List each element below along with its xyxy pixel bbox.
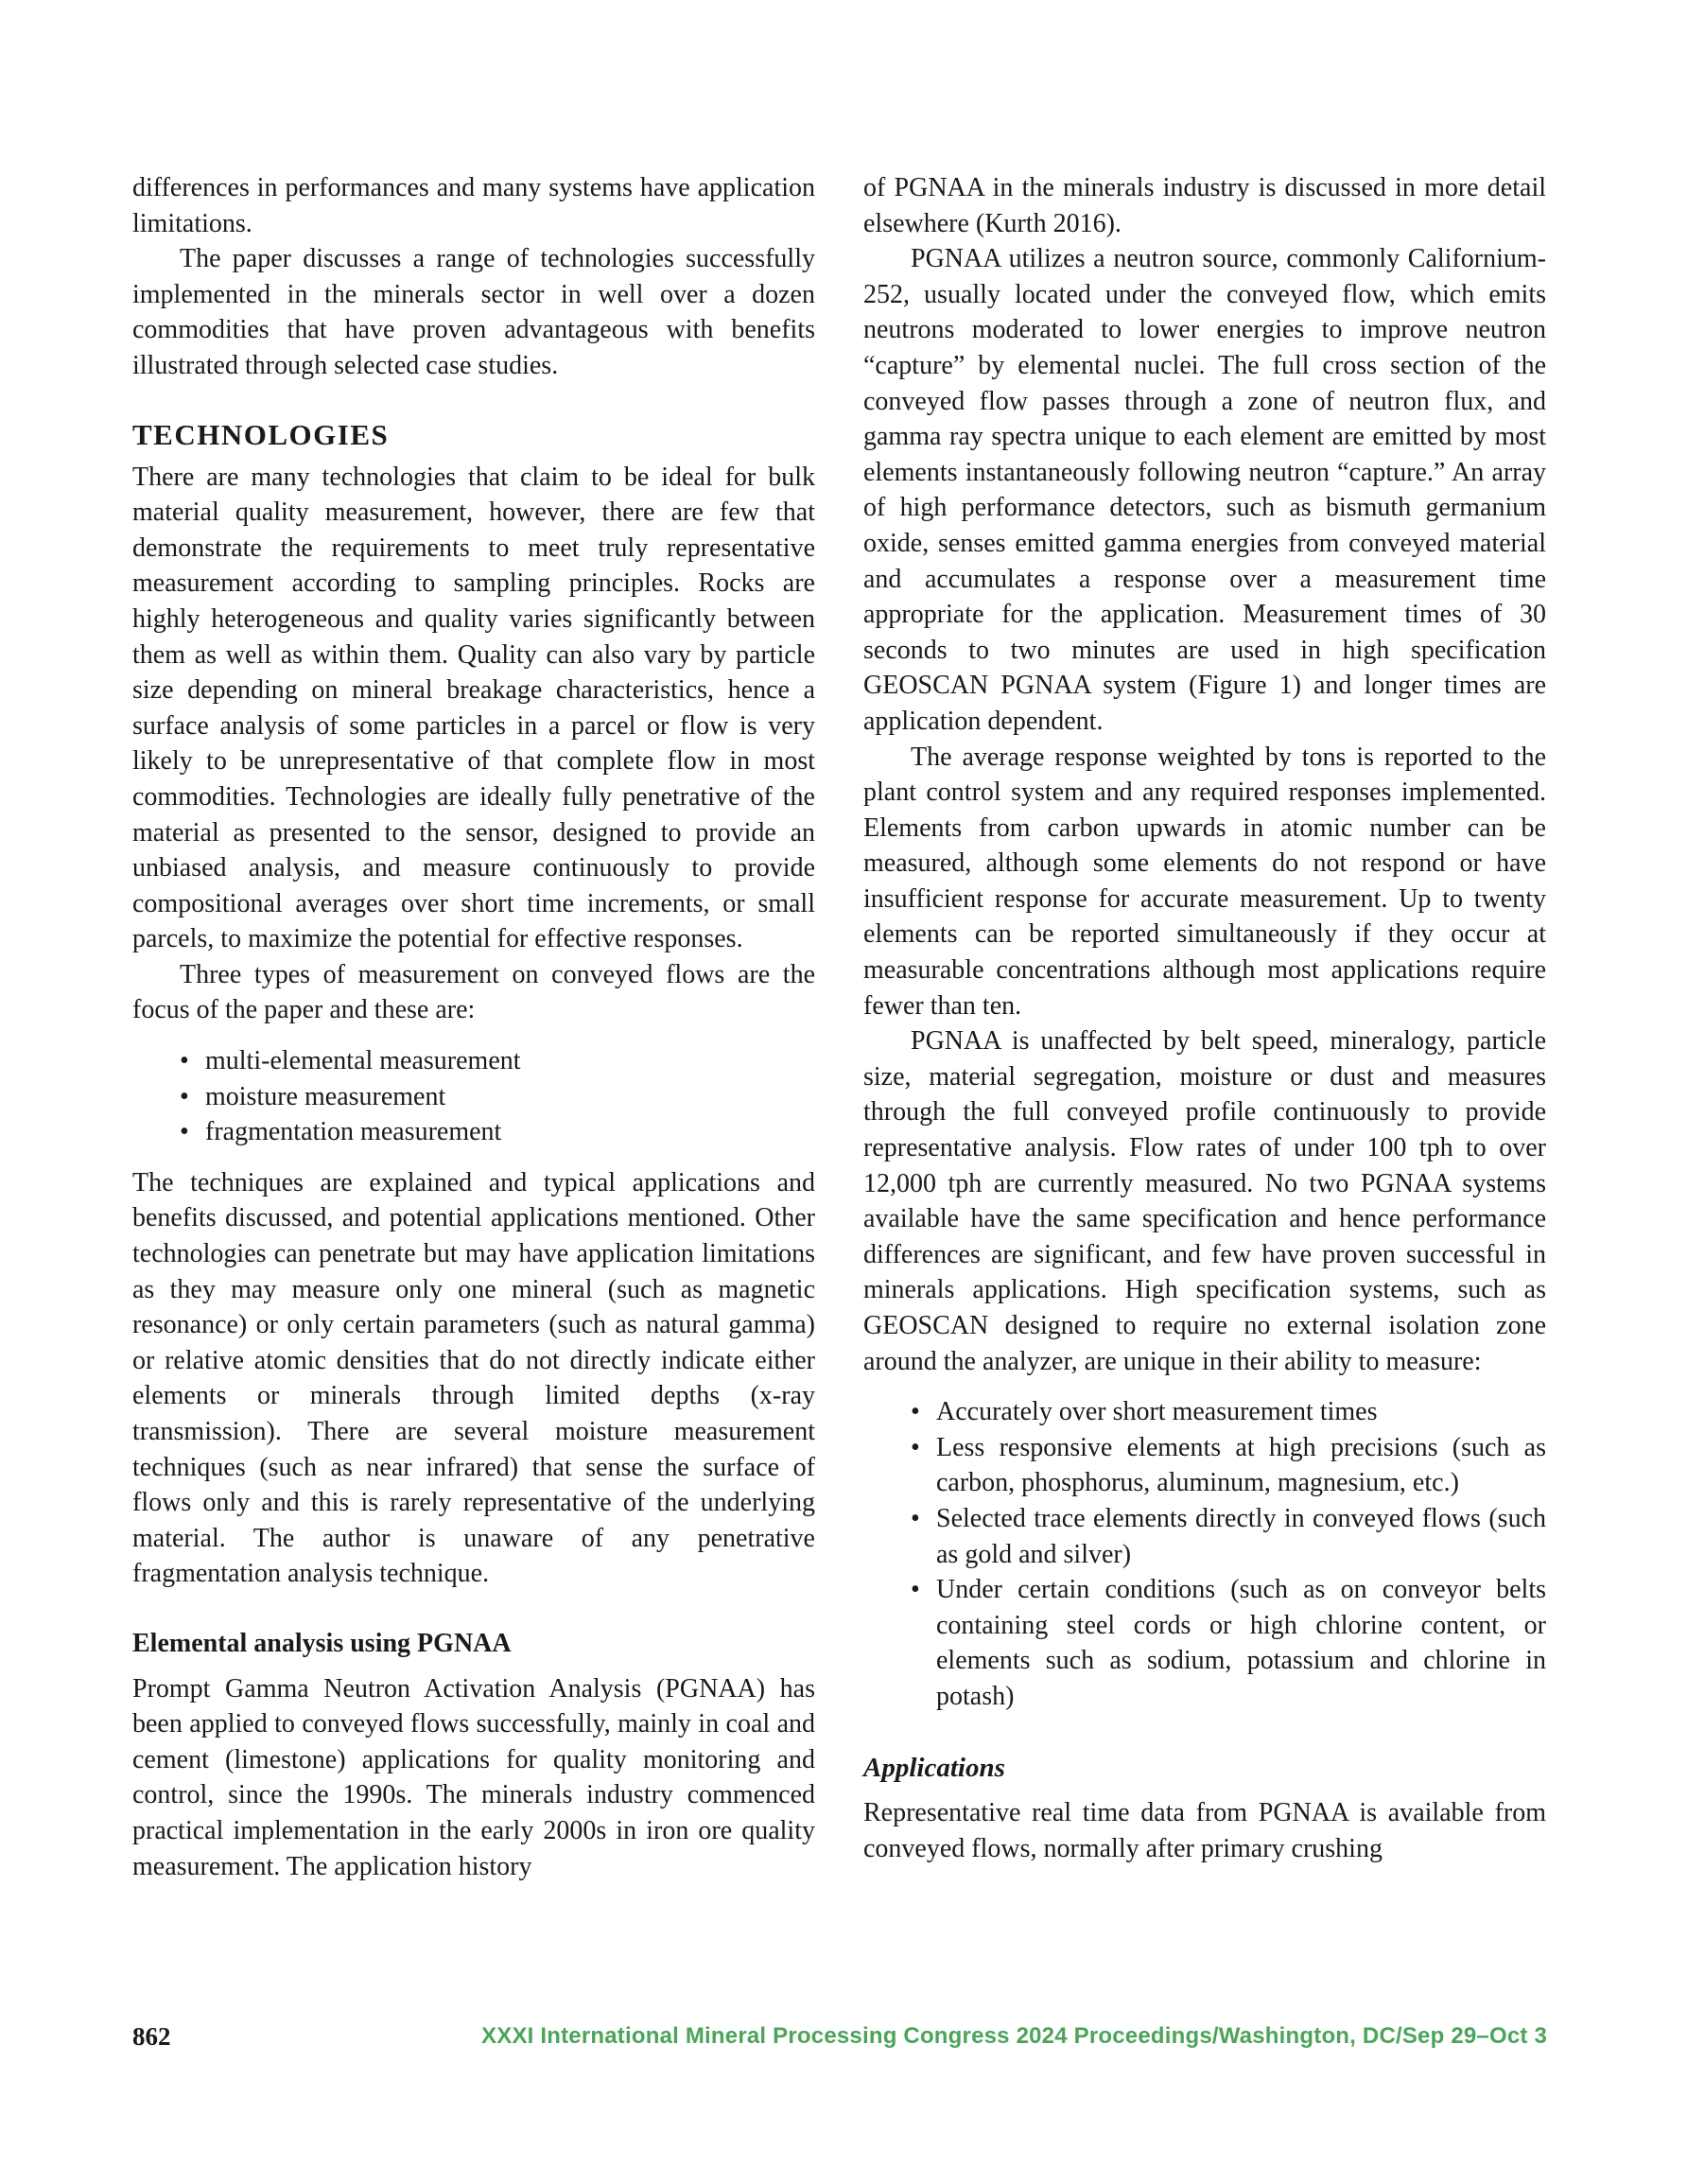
bullet-icon: • <box>911 1503 920 1533</box>
list-item-text: fragmentation measurement <box>205 1117 502 1147</box>
paragraph: PGNAA utilizes a neutron source, commonly Californium-252, usually located under the conveyed flow, which emits neutrons moderated to lower energies to improve neutron “capture” by elemental nuclei. The full cross section of the conveyed flow passes through a zone of neutron flux, and gamma ray spectra unique to each element are emitted by most elements instantaneously following neutron “capture.” An array of high performance detectors, such as bismuth germanium oxide, senses emitted gamma energies from conveyed material and accumulates a response over a measurement time appropriate for the application. Measurement times of 30 seconds to two minutes are used in high specification GEOSCAN PGNAA system (Figure 1) and longer times are application dependent. <box>863 244 1546 736</box>
list-item <box>863 1394 1546 1430</box>
list-item-text: Selected trace elements directly in conveyed flows (such as gold and silver) <box>936 1503 1546 1569</box>
list-item <box>132 1043 815 1079</box>
paragraph: of PGNAA in the minerals industry is discussed in more detail elsewhere (Kurth 2016). <box>863 173 1546 238</box>
bullet-icon: • <box>180 1046 189 1076</box>
paragraph: Representative real time data from PGNAA is available from conveyed flows, normally after primary crushing <box>863 1798 1546 1863</box>
bullet-list <box>132 1043 815 1150</box>
list-item-text: multi-elemental measurement <box>205 1046 521 1076</box>
list-item-text: Less responsive elements at high precisions (such as carbon, phosphorus, aluminum, magnesium, etc.) <box>936 1432 1546 1498</box>
list-item <box>863 1501 1546 1572</box>
subsection-heading: Elemental analysis using PGNAA <box>132 1628 512 1658</box>
section-heading: TECHNOLOGIES <box>132 417 390 451</box>
list-item-text: Under certain conditions (such as on conveyor belts containing steel cords or high chlorine content, or elements such as sodium, potassium and chlorine in potash) <box>936 1575 1546 1711</box>
list-item-text: Accurately over short measurement times <box>936 1397 1378 1427</box>
paragraph: The average response weighted by tons is reported to the plant control system and any required responses implemented. Elements from carbon upwards in atomic number can be measured, although some elements do not respond or have insufficient response for accurate measurement. Up to twenty elements can be reported simultaneously if they occur at measurable concentrations although most applications require fewer than ten. <box>863 742 1546 1021</box>
left-column <box>132 170 815 1884</box>
bullet-icon: • <box>911 1397 920 1427</box>
list-item <box>863 1430 1546 1501</box>
list-item <box>863 1572 1546 1714</box>
paragraph: differences in performances and many systems have application limitations. <box>132 173 815 238</box>
paragraph: Prompt Gamma Neutron Activation Analysis (PGNAA) has been applied to conveyed flows successfully, mainly in coal and cement (limestone) applications for quality monitoring and control, since the 1990s. The minerals industry commenced practical implementation in the early 2000s in iron ore quality measurement. The application history <box>132 1673 815 1881</box>
bullet-icon: • <box>911 1432 920 1462</box>
list-item <box>132 1114 815 1150</box>
paragraph: The techniques are explained and typical applications and benefits discussed, and potential applications mentioned. Other technologies can penetrate but may have application limitations as they may measure only one mineral (such as magnetic resonance) or only certain parameters (such as natural gamma) or relative atomic densities that do not directly indicate either elements or minerals through limited depths (x-ray transmission). There are several moisture measurement techniques (such as near infrared) that sense the surface of flows only and this is rarely representative of the underlying material. The author is unaware of any penetrative fragmentation analysis technique. <box>132 1167 815 1589</box>
bullet-icon: • <box>180 1117 189 1147</box>
paragraph: The paper discusses a range of technologies successfully implemented in the minerals sector in well over a dozen commodities that have proven advantageous with benefits illustrated through selected case studies. <box>132 244 815 380</box>
right-column <box>863 170 1546 1866</box>
paragraph: PGNAA is unaffected by belt speed, mineralogy, particle size, material segregation, moisture or dust and measures through the full conveyed profile continuously to provide representative analysis. Flow rates of under 100 tph to over 12,000 tph are currently measured. No two PGNAA systems available have the same specification and hence performance differences are significant, and few have proven successful in minerals applications. High specification systems, such as GEOSCAN designed to require no external isolation zone around the analyzer, are unique in their ability to measure: <box>863 1026 1546 1376</box>
bullet-icon: • <box>911 1575 920 1605</box>
paragraph: Three types of measurement on conveyed flows are the focus of the paper and these are: <box>132 959 815 1025</box>
bullet-icon: • <box>180 1081 189 1111</box>
list-item-text: moisture measurement <box>205 1081 446 1111</box>
paragraph: There are many technologies that claim to be ideal for bulk material quality measurement, however, there are few that demonstrate the requirements to meet truly representative measurement according to sampling principles. Rocks are highly heterogeneous and quality varies significantly between them as well as within them. Quality can also vary by particle size depending on mineral breakage characteristics, hence a surface analysis of some particles in a parcel or flow is very likely to be unrepresentative of that complete flow in most commodities. Technologies are ideally fully penetrative of the material as presented to the sensor, designed to provide an unbiased analysis, and measure continuously to provide compositional averages over short time increments, or small parcels, to maximize the potential for effective responses. <box>132 462 815 954</box>
bullet-list <box>863 1394 1546 1714</box>
subsection-heading: Applications <box>863 1752 1005 1783</box>
page-number: 862 <box>132 2022 171 2051</box>
list-item <box>132 1079 815 1115</box>
running-footer: XXXI International Mineral Processing Congress 2024 Proceedings/Washington, DC/Sep 29–Oct 3 <box>481 2023 1547 2049</box>
